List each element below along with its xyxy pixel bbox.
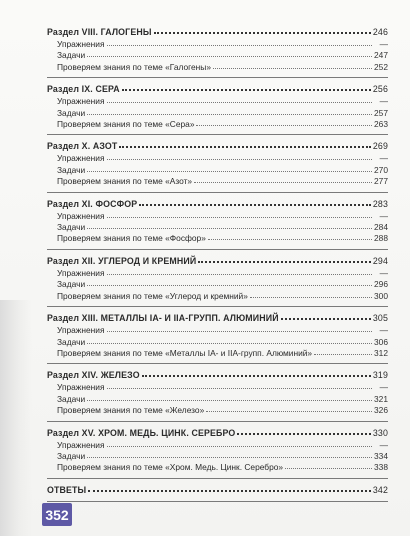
leader-dots bbox=[87, 107, 372, 115]
section-page: 256 bbox=[372, 84, 388, 95]
item-label: Проверяем знания по теме «Галогены» bbox=[57, 61, 211, 72]
item-label: Задачи bbox=[57, 164, 86, 175]
item-label: Задачи bbox=[57, 450, 86, 461]
toc-section bbox=[47, 484, 388, 502]
item-page: 284 bbox=[374, 222, 388, 233]
leader-dots bbox=[107, 210, 372, 218]
leader-dots bbox=[139, 197, 371, 206]
item-page: 257 bbox=[374, 107, 388, 118]
item-page: 300 bbox=[374, 290, 388, 301]
item-label: Упражнения bbox=[57, 267, 105, 278]
leader-dots bbox=[88, 483, 371, 492]
toc-section-heading[interactable] bbox=[47, 484, 388, 497]
item-page: — bbox=[379, 153, 388, 164]
item-page: — bbox=[379, 382, 388, 393]
item-page: 277 bbox=[374, 176, 388, 187]
section-divider bbox=[47, 249, 388, 250]
leader-dots bbox=[87, 49, 372, 57]
item-page: — bbox=[379, 439, 388, 450]
section-page: 305 bbox=[372, 313, 388, 324]
leader-dots bbox=[87, 164, 372, 172]
item-page: 321 bbox=[374, 393, 388, 404]
section-page: 342 bbox=[372, 484, 388, 495]
item-page: 270 bbox=[374, 164, 388, 175]
leader-dots bbox=[107, 267, 372, 275]
item-label: Проверяем знания по теме «Углерод и кремний» bbox=[57, 290, 248, 301]
section-page: 330 bbox=[372, 427, 388, 438]
section-divider bbox=[47, 77, 388, 78]
leader-dots bbox=[87, 336, 372, 344]
toc-item[interactable] bbox=[47, 291, 388, 302]
item-page: — bbox=[379, 210, 388, 221]
toc-section bbox=[47, 140, 388, 192]
leader-dots bbox=[107, 439, 372, 447]
leader-dots bbox=[206, 404, 372, 412]
toc-item[interactable] bbox=[47, 233, 388, 244]
leader-dots bbox=[314, 347, 372, 355]
item-label: Проверяем знания по теме «Сера» bbox=[57, 119, 195, 130]
leader-dots bbox=[119, 139, 370, 148]
section-page: 269 bbox=[372, 141, 388, 152]
toc-item[interactable] bbox=[47, 462, 388, 473]
item-page: — bbox=[379, 96, 388, 107]
section-title: Раздел XIV. ЖЕЛЕЗО bbox=[47, 370, 140, 381]
leader-dots bbox=[194, 175, 372, 183]
leader-dots bbox=[107, 381, 372, 389]
leader-dots bbox=[87, 221, 372, 229]
toc-section bbox=[47, 312, 388, 364]
leader-dots bbox=[196, 118, 372, 126]
leader-dots bbox=[87, 278, 372, 286]
leader-dots bbox=[107, 95, 372, 103]
item-page: 326 bbox=[374, 405, 388, 416]
section-divider bbox=[47, 306, 388, 307]
section-divider bbox=[47, 478, 388, 479]
table-of-contents bbox=[47, 26, 388, 507]
leader-dots bbox=[208, 232, 372, 240]
section-divider bbox=[47, 421, 388, 422]
item-label: Упражнения bbox=[57, 39, 105, 49]
toc-section bbox=[47, 255, 388, 307]
toc-section bbox=[47, 26, 388, 78]
toc-item[interactable] bbox=[47, 176, 388, 187]
leader-dots bbox=[250, 290, 372, 298]
section-title: Раздел XI. ФОСФОР bbox=[47, 198, 138, 209]
item-label: Упражнения bbox=[57, 153, 105, 164]
item-page: 296 bbox=[374, 279, 388, 290]
page-number-badge: 352 bbox=[42, 503, 72, 526]
leader-dots bbox=[237, 426, 370, 435]
leader-dots bbox=[154, 25, 371, 34]
item-page: 338 bbox=[374, 462, 388, 473]
item-label: Задачи bbox=[57, 50, 86, 61]
item-label: Задачи bbox=[57, 107, 86, 118]
item-label: Упражнения bbox=[57, 439, 105, 450]
section-title: Раздел XV. ХРОМ. МЕДЬ. ЦИНК. СЕРЕБРО bbox=[47, 427, 236, 438]
toc-item[interactable] bbox=[47, 405, 388, 416]
item-label: Проверяем знания по теме «Металлы IA- и IIA-групп. Алюминий» bbox=[57, 347, 313, 358]
item-label: Задачи bbox=[57, 279, 86, 290]
item-label: Упражнения bbox=[57, 96, 105, 107]
section-title: ОТВЕТЫ bbox=[47, 484, 87, 495]
item-label: Проверяем знания по теме «Азот» bbox=[57, 176, 193, 187]
leader-dots bbox=[213, 61, 372, 69]
leader-dots bbox=[87, 450, 372, 458]
item-page: 288 bbox=[374, 233, 388, 244]
item-page: 306 bbox=[374, 336, 388, 347]
section-title: Раздел IX. СЕРА bbox=[47, 84, 120, 95]
section-page: 294 bbox=[372, 255, 388, 266]
toc-item[interactable] bbox=[47, 348, 388, 359]
item-label: Задачи bbox=[57, 393, 86, 404]
item-label: Задачи bbox=[57, 222, 86, 233]
toc-section bbox=[47, 427, 388, 479]
section-divider bbox=[47, 501, 388, 502]
section-page: 283 bbox=[372, 198, 388, 209]
page-shadow bbox=[0, 300, 32, 536]
section-title: Раздел X. АЗОТ bbox=[47, 141, 118, 152]
item-page: 334 bbox=[374, 450, 388, 461]
item-label: Проверяем знания по теме «Железо» bbox=[57, 405, 205, 416]
section-page: 246 bbox=[372, 27, 388, 37]
toc-section bbox=[47, 198, 388, 250]
section-divider bbox=[47, 134, 388, 135]
item-page: — bbox=[379, 267, 388, 278]
section-title: Раздел XII. УГЛЕРОД И КРЕМНИЙ bbox=[47, 255, 197, 266]
item-label: Проверяем знания по теме «Фосфор» bbox=[57, 233, 206, 244]
section-divider bbox=[47, 192, 388, 193]
item-page: — bbox=[379, 325, 388, 336]
leader-dots bbox=[107, 152, 372, 160]
item-label: Упражнения bbox=[57, 382, 105, 393]
item-page: 263 bbox=[374, 119, 388, 130]
leader-dots bbox=[281, 311, 371, 320]
leader-dots bbox=[142, 368, 371, 377]
toc-item[interactable] bbox=[47, 62, 388, 73]
section-divider bbox=[47, 363, 388, 364]
leader-dots bbox=[122, 82, 371, 91]
toc-section bbox=[47, 369, 388, 421]
item-page: 247 bbox=[374, 50, 388, 61]
section-title: Раздел XIII. МЕТАЛЛЫ IA- И IIA-ГРУПП. АЛЮМИНИЙ bbox=[47, 313, 279, 324]
toc-section bbox=[47, 83, 388, 135]
leader-dots bbox=[107, 38, 372, 46]
item-label: Задачи bbox=[57, 336, 86, 347]
section-title: Раздел VIII. ГАЛОГЕНЫ bbox=[47, 27, 152, 37]
item-page: — bbox=[379, 39, 388, 49]
leader-dots bbox=[285, 461, 372, 469]
leader-dots bbox=[107, 324, 372, 332]
item-label: Проверяем знания по теме «Хром. Медь. Цинк. Серебро» bbox=[57, 462, 284, 473]
item-page: 252 bbox=[374, 61, 388, 72]
item-label: Упражнения bbox=[57, 325, 105, 336]
toc-item[interactable] bbox=[47, 119, 388, 130]
leader-dots bbox=[198, 254, 371, 263]
item-page: 312 bbox=[374, 347, 388, 358]
section-page: 319 bbox=[372, 370, 388, 381]
item-label: Упражнения bbox=[57, 210, 105, 221]
leader-dots bbox=[87, 393, 372, 401]
